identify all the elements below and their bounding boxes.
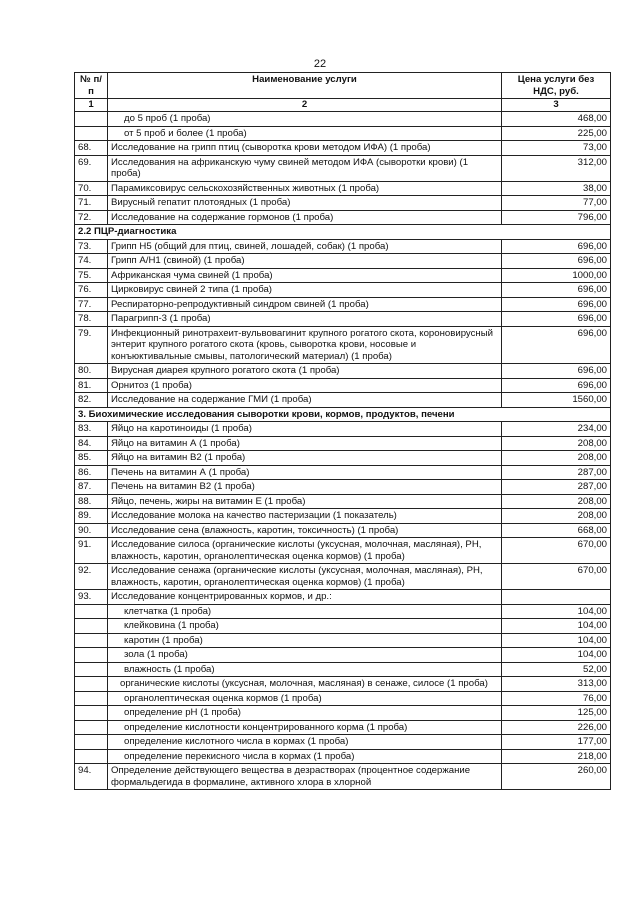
row-number: 86.	[75, 465, 108, 480]
row-number: 90.	[75, 523, 108, 538]
row-number: 89.	[75, 509, 108, 524]
row-number: 85.	[75, 451, 108, 466]
row-number: 82.	[75, 393, 108, 408]
table-row	[75, 126, 611, 141]
service-name: клетчатка (1 проба)	[108, 604, 502, 619]
table-row	[75, 268, 611, 283]
service-price: 226,00	[502, 720, 611, 735]
service-price: 218,00	[502, 749, 611, 764]
service-price: 73,00	[502, 141, 611, 156]
service-price	[502, 590, 611, 605]
table-row	[75, 633, 611, 648]
table-row	[75, 648, 611, 663]
service-name: Парамиксовирус сельскохозяйственных животных (1 проба)	[108, 181, 502, 196]
table-row	[75, 112, 611, 127]
table-row	[75, 422, 611, 437]
service-name: клейковина (1 проба)	[108, 619, 502, 634]
column-number-2: 2	[108, 99, 502, 112]
row-number	[75, 720, 108, 735]
service-price: 313,00	[502, 677, 611, 692]
table-row	[75, 283, 611, 298]
table-row	[75, 297, 611, 312]
service-price: 52,00	[502, 662, 611, 677]
service-name: Грипп Н5 (общий для птиц, свиней, лошадей, собак) (1 проба)	[108, 239, 502, 254]
service-price: 225,00	[502, 126, 611, 141]
row-number: 74.	[75, 254, 108, 269]
service-price: 696,00	[502, 312, 611, 327]
service-name: Инфекционный ринотрахеит-вульвовагинит крупного рогатого скота, короновирусный энтерит крупного рогатого скота (кровь, сыворотка крови, носовые и конъюктивальные смывы, патологический материал) (1 проба)	[108, 326, 502, 364]
service-name: Африканская чума свиней (1 проба)	[108, 268, 502, 283]
row-number: 93.	[75, 590, 108, 605]
service-name: Исследование на содержание ГМИ (1 проба)	[108, 393, 502, 408]
service-price: 1560,00	[502, 393, 611, 408]
table-row	[75, 239, 611, 254]
row-number: 88.	[75, 494, 108, 509]
header-number: № п/п	[75, 73, 108, 99]
table-row	[75, 494, 611, 509]
table-row	[75, 720, 611, 735]
row-number: 68.	[75, 141, 108, 156]
service-price: 76,00	[502, 691, 611, 706]
row-number: 78.	[75, 312, 108, 327]
service-name: Исследование молока на качество пастеризации (1 показатель)	[108, 509, 502, 524]
service-name: Грипп A/H1 (свиной) (1 проба)	[108, 254, 502, 269]
service-name: Цирковирус свиней 2 типа (1 проба)	[108, 283, 502, 298]
row-number	[75, 633, 108, 648]
row-number: 75.	[75, 268, 108, 283]
row-number: 91.	[75, 538, 108, 564]
service-price: 668,00	[502, 523, 611, 538]
table-row	[75, 619, 611, 634]
table-row	[75, 735, 611, 750]
service-price: 796,00	[502, 210, 611, 225]
service-name: до 5 проб (1 проба)	[108, 112, 502, 127]
service-price: 208,00	[502, 451, 611, 466]
table-row	[75, 604, 611, 619]
service-price: 38,00	[502, 181, 611, 196]
row-number: 92.	[75, 564, 108, 590]
service-name: Вирусная диарея крупного рогатого скота (1 проба)	[108, 364, 502, 379]
service-name: Вирусный гепатит плотоядных (1 проба)	[108, 196, 502, 211]
service-name: от 5 проб и более (1 проба)	[108, 126, 502, 141]
section-title: 2.2 ПЦР-диагностика	[75, 225, 611, 240]
table-row	[75, 393, 611, 408]
service-name: каротин (1 проба)	[108, 633, 502, 648]
service-name: Респираторно-репродуктивный синдром свиней (1 проба)	[108, 297, 502, 312]
section-title: 3. Биохимические исследования сыворотки крови, кормов, продуктов, печени	[75, 407, 611, 422]
table-row	[75, 155, 611, 181]
service-price: 177,00	[502, 735, 611, 750]
table-row	[75, 196, 611, 211]
service-name: Исследование сенажа (органические кислоты (уксусная, молочная, масляная), PH, влажность, каротин, органолептическая оценка кормов) (1 проба)	[108, 564, 502, 590]
service-name: Исследование силоса (органические кислоты (уксусная, молочная, масляная), PH, влажность, каротин, органолептическая оценка кормов) (1 проба)	[108, 538, 502, 564]
table-row	[75, 141, 611, 156]
table-row	[75, 523, 611, 538]
service-price: 208,00	[502, 509, 611, 524]
service-name: влажность (1 проба)	[108, 662, 502, 677]
table-row	[75, 677, 611, 692]
section-row	[75, 225, 611, 240]
row-number: 79.	[75, 326, 108, 364]
table-row	[75, 691, 611, 706]
row-number: 69.	[75, 155, 108, 181]
table-row	[75, 509, 611, 524]
column-number-1: 1	[75, 99, 108, 112]
service-name: органолептическая оценка кормов (1 проба)	[108, 691, 502, 706]
service-price: 260,00	[502, 764, 611, 790]
table-row	[75, 564, 611, 590]
row-number	[75, 677, 108, 692]
service-name: определение перекисного числа в кормах (1 проба)	[108, 749, 502, 764]
table-row	[75, 364, 611, 379]
service-price: 1000,00	[502, 268, 611, 283]
row-number: 87.	[75, 480, 108, 495]
table-body	[75, 112, 611, 790]
row-number: 84.	[75, 436, 108, 451]
service-price: 696,00	[502, 326, 611, 364]
service-name: Парагрипп-3 (1 проба)	[108, 312, 502, 327]
row-number	[75, 735, 108, 750]
service-name: Исследование концентрированных кормов, и др.:	[108, 590, 502, 605]
service-name: Исследования на африканскую чуму свиней методом ИФА (сыворотки крови) (1 проба)	[108, 155, 502, 181]
table-row	[75, 662, 611, 677]
service-name: определение pH (1 проба)	[108, 706, 502, 721]
table-row	[75, 378, 611, 393]
service-price: 468,00	[502, 112, 611, 127]
row-number	[75, 126, 108, 141]
row-number: 94.	[75, 764, 108, 790]
row-number: 71.	[75, 196, 108, 211]
table-row	[75, 764, 611, 790]
service-name: Исследование сена (влажность, каротин, токсичность) (1 проба)	[108, 523, 502, 538]
row-number: 81.	[75, 378, 108, 393]
table-row	[75, 312, 611, 327]
table-row	[75, 480, 611, 495]
row-number	[75, 648, 108, 663]
service-price: 104,00	[502, 633, 611, 648]
service-price: 696,00	[502, 297, 611, 312]
service-name: Яйцо, печень, жиры на витамин Е (1 проба)	[108, 494, 502, 509]
header-service-name: Наименование услуги	[108, 73, 502, 99]
table-row	[75, 465, 611, 480]
service-price: 125,00	[502, 706, 611, 721]
service-name: определение кислотного числа в кормах (1 проба)	[108, 735, 502, 750]
table-row	[75, 436, 611, 451]
column-number-row	[75, 99, 611, 112]
table-row	[75, 590, 611, 605]
service-price: 312,00	[502, 155, 611, 181]
service-price: 696,00	[502, 254, 611, 269]
service-name: органические кислоты (уксусная, молочная, масляная) в сенаже, силосе (1 проба)	[108, 677, 502, 692]
table-row	[75, 181, 611, 196]
section-row	[75, 407, 611, 422]
service-price: 670,00	[502, 538, 611, 564]
row-number	[75, 691, 108, 706]
row-number: 72.	[75, 210, 108, 225]
table-row	[75, 749, 611, 764]
row-number	[75, 749, 108, 764]
service-name: зола (1 проба)	[108, 648, 502, 663]
service-price: 104,00	[502, 604, 611, 619]
service-price: 104,00	[502, 648, 611, 663]
service-price: 287,00	[502, 480, 611, 495]
service-price: 234,00	[502, 422, 611, 437]
header-price: Цена услуги без НДС, руб.	[502, 73, 611, 99]
row-number	[75, 706, 108, 721]
service-price: 696,00	[502, 239, 611, 254]
service-price: 287,00	[502, 465, 611, 480]
service-price: 208,00	[502, 494, 611, 509]
row-number	[75, 112, 108, 127]
row-number	[75, 604, 108, 619]
table-row	[75, 538, 611, 564]
service-name: Печень на витамин А (1 проба)	[108, 465, 502, 480]
row-number: 77.	[75, 297, 108, 312]
service-name: Исследование на грипп птиц (сыворотка крови методом ИФА) (1 проба)	[108, 141, 502, 156]
column-number-3: 3	[502, 99, 611, 112]
row-number: 70.	[75, 181, 108, 196]
service-name: Печень на витамин В2 (1 проба)	[108, 480, 502, 495]
service-name: Яйцо на витамин А (1 проба)	[108, 436, 502, 451]
row-number: 73.	[75, 239, 108, 254]
service-name: Исследование на содержание гормонов (1 проба)	[108, 210, 502, 225]
table-row	[75, 451, 611, 466]
service-name: Орнитоз (1 проба)	[108, 378, 502, 393]
service-price: 104,00	[502, 619, 611, 634]
row-number: 80.	[75, 364, 108, 379]
table-header-row	[75, 73, 611, 99]
price-list-table	[74, 72, 611, 790]
service-price: 696,00	[502, 364, 611, 379]
row-number	[75, 619, 108, 634]
service-name: Яйцо на витамин В2 (1 проба)	[108, 451, 502, 466]
service-price: 208,00	[502, 436, 611, 451]
service-name: Определение действующего вещества в дезрастворах (процентное содержание формальдегида в формалине, активного хлора в хлорной	[108, 764, 502, 790]
service-price: 696,00	[502, 283, 611, 298]
service-price: 670,00	[502, 564, 611, 590]
row-number: 83.	[75, 422, 108, 437]
page-number: 22	[313, 58, 327, 70]
table-row	[75, 706, 611, 721]
row-number: 76.	[75, 283, 108, 298]
service-price: 696,00	[502, 378, 611, 393]
row-number	[75, 662, 108, 677]
service-name: определение кислотности концентрированного корма (1 проба)	[108, 720, 502, 735]
table-row	[75, 254, 611, 269]
table-row	[75, 326, 611, 364]
service-name: Яйцо на каротиноиды (1 проба)	[108, 422, 502, 437]
table-row	[75, 210, 611, 225]
service-price: 77,00	[502, 196, 611, 211]
